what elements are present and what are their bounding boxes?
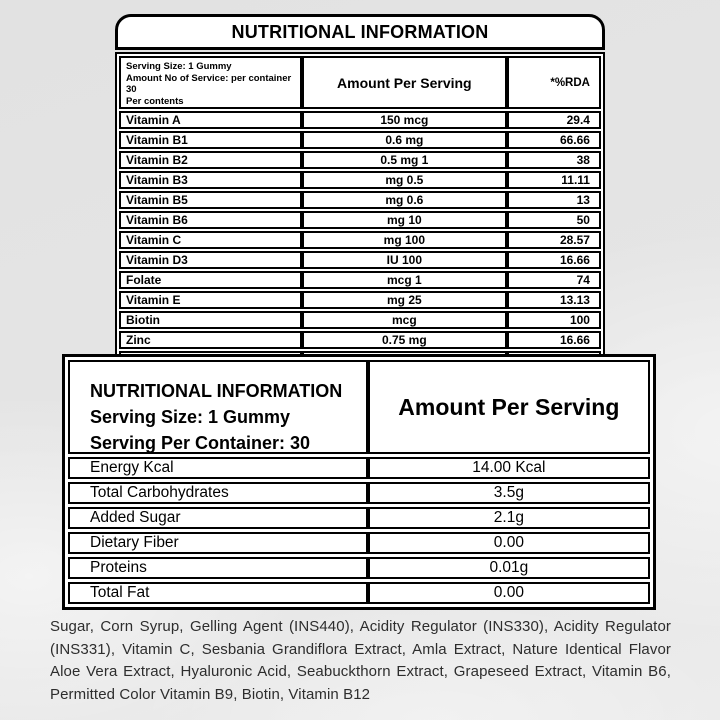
nutrient-amount: IU 100: [302, 251, 506, 269]
macro-name: Total Fat: [68, 582, 368, 604]
nutrient-name: Vitamin B6: [119, 211, 302, 229]
rda-table-title: NUTRITIONAL INFORMATION: [115, 14, 605, 50]
table-row: [68, 582, 650, 604]
nutrient-rda-value: 100: [507, 311, 601, 329]
nutrient-amount: mg 0.6: [302, 191, 506, 209]
table-row: [119, 291, 601, 309]
table-row: [119, 151, 601, 169]
macro-amount: 0.00: [368, 532, 650, 554]
table-row: [68, 457, 650, 479]
amount-per-serving-header: Amount Per Serving: [302, 56, 506, 109]
table-row: [119, 171, 601, 189]
table-row: [119, 191, 601, 209]
table-row: [119, 311, 601, 329]
nutrient-amount: 0.5 mg 1: [302, 151, 506, 169]
ingredients-text: Sugar, Corn Syrup, Gelling Agent (INS440), Acidity Regulator (INS330), Acidity Regulator (INS331), Vitamin C, Sesbania Grandiflora Extract, Amla Extract, Nature Identical Flavor Aloe Vera Extract, Hyaluronic Acid, Seabuckthorn Extract, Grapeseed Extract, Vitamin B6, Permitted Color Vitamin B9, Biotin, Vitamin B12: [50, 618, 671, 703]
table-row: [119, 111, 601, 129]
rda-table-body: [115, 52, 605, 373]
macro-amount: 0.01g: [368, 557, 650, 579]
macro-name: Energy Kcal: [68, 457, 368, 479]
nutrient-name: Zinc: [119, 331, 302, 349]
nutrient-name: Folate: [119, 271, 302, 289]
rda-table-rows: [119, 111, 601, 369]
macro-title-line: NUTRITIONAL INFORMATION: [90, 381, 343, 401]
macro-amount-per-serving-header: Amount Per Serving: [368, 360, 650, 454]
nutrient-rda-value: 28.57: [507, 231, 601, 249]
nutrient-name: Vitamin B3: [119, 171, 302, 189]
macro-amount: 2.1g: [368, 507, 650, 529]
nutrient-amount: 150 mcg: [302, 111, 506, 129]
nutrient-rda-value: 13: [507, 191, 601, 209]
nutrient-name: Vitamin D3: [119, 251, 302, 269]
nutrient-amount: mg 10: [302, 211, 506, 229]
macro-table-header-row: [68, 360, 650, 454]
table-row: [119, 231, 601, 249]
table-row: [119, 211, 601, 229]
nutrient-rda-value: 50: [507, 211, 601, 229]
nutrient-amount: 0.6 mg: [302, 131, 506, 149]
amount-of-service-line: Amount No of Service: per container 30: [126, 72, 292, 95]
macro-name: Dietary Fiber: [68, 532, 368, 554]
macro-serving-info-cell: [68, 360, 368, 454]
table-row: [68, 557, 650, 579]
nutrient-amount: mg 0.5: [302, 171, 506, 189]
nutrient-name: Vitamin C: [119, 231, 302, 249]
macro-name: Total Carbohydrates: [68, 482, 368, 504]
nutrient-rda-value: 16.66: [507, 251, 601, 269]
macro-name: Proteins: [68, 557, 368, 579]
nutrient-rda-value: 74: [507, 271, 601, 289]
rda-percent-header: *%RDA: [507, 56, 601, 109]
macro-name: Added Sugar: [68, 507, 368, 529]
serving-size-line: Serving Size: 1 Gummy: [126, 61, 232, 72]
serving-info-cell: [119, 56, 302, 109]
rda-nutrition-table: [115, 14, 605, 373]
nutrient-rda-value: 66.66: [507, 131, 601, 149]
per-contents-line: Per contents: [126, 95, 184, 107]
macro-amount: 3.5g: [368, 482, 650, 504]
macro-nutrition-table: [62, 354, 656, 610]
table-row: [68, 532, 650, 554]
nutrient-rda-value: 16.66: [507, 331, 601, 349]
nutrient-name: Vitamin B2: [119, 151, 302, 169]
nutrient-name: Vitamin A: [119, 111, 302, 129]
macro-amount: 0.00: [368, 582, 650, 604]
nutrient-rda-value: 38: [507, 151, 601, 169]
nutrient-amount: mg 25: [302, 291, 506, 309]
nutrient-amount: 0.75 mg: [302, 331, 506, 349]
nutrient-rda-value: 13.13: [507, 291, 601, 309]
nutrient-amount: mcg: [302, 311, 506, 329]
macro-serving-size-line: Serving Size: 1 Gummy: [90, 407, 291, 427]
table-row: [119, 131, 601, 149]
macro-amount: 14.00 Kcal: [368, 457, 650, 479]
nutrient-name: Vitamin B1: [119, 131, 302, 149]
nutrient-name: Vitamin B5: [119, 191, 302, 209]
nutrient-amount: mg 100: [302, 231, 506, 249]
nutrient-rda-value: 11.11: [507, 171, 601, 189]
table-row: [68, 482, 650, 504]
table-row: [68, 507, 650, 529]
table-row: [119, 331, 601, 349]
nutrient-amount: mcg 1: [302, 271, 506, 289]
rda-table-header-row: [119, 56, 601, 109]
table-row: [119, 271, 601, 289]
table-row: [119, 251, 601, 269]
nutrient-name: Biotin: [119, 311, 302, 329]
nutrient-rda-value: 29.4: [507, 111, 601, 129]
macro-table-rows: [68, 457, 650, 604]
macro-serving-per-container-line: Serving Per Container: 30: [90, 433, 311, 453]
nutrient-name: Vitamin E: [119, 291, 302, 309]
